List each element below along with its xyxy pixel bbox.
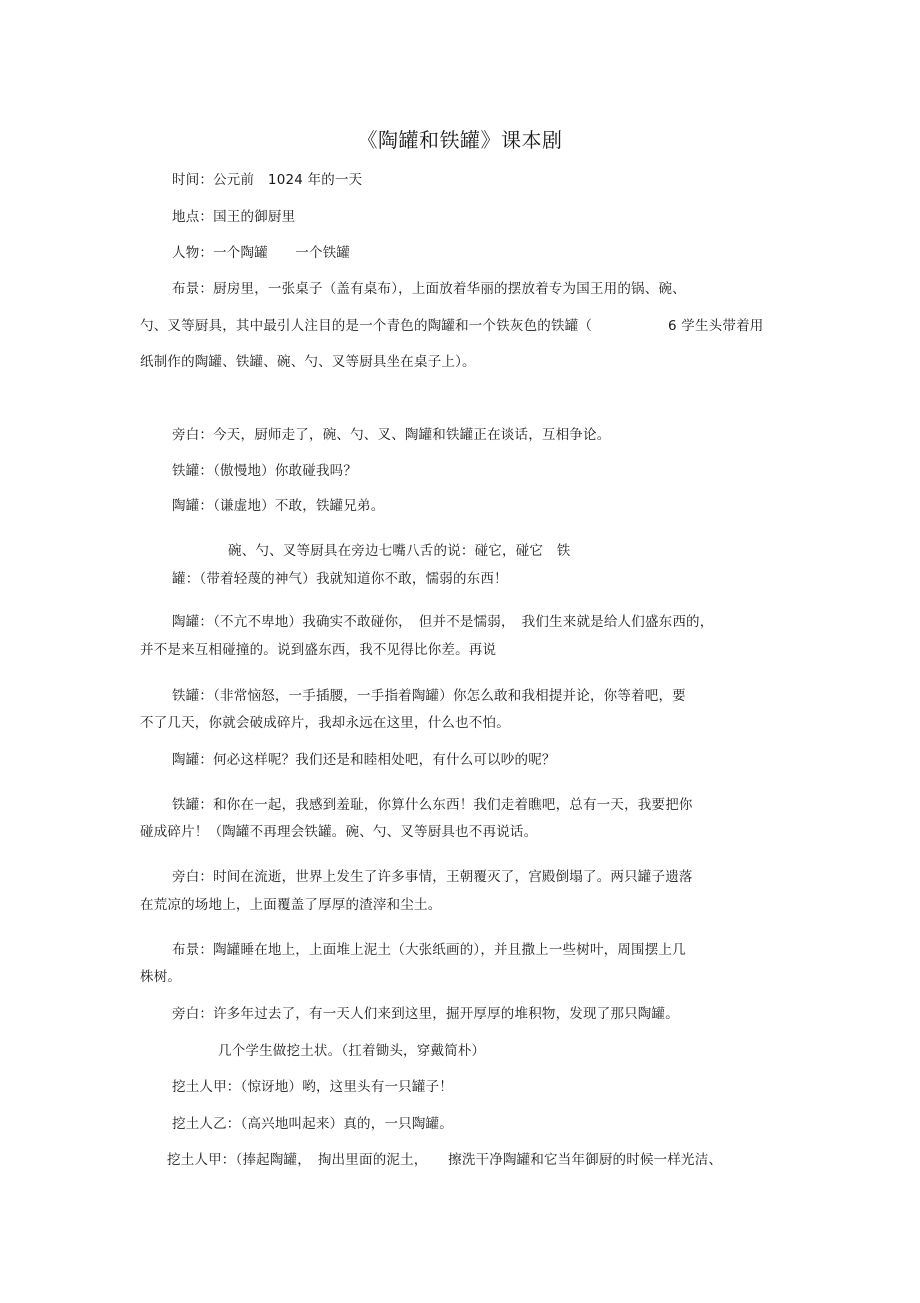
narration-line-1: 旁白：今天，厨师走了，碗、勺、叉、陶罐和铁罐正在谈话，互相争论。 xyxy=(172,427,611,443)
stage-direction-digging: 几个学生做挖土状。（扛着锄头，穿戴简朴） xyxy=(218,1043,486,1059)
digger-b-line-1: 挖土人乙：（高兴地叫起来）真的，一只陶罐。 xyxy=(172,1116,453,1132)
setting-line-3: 纸制作的陶罐、铁罐、碗、勺、叉等厨具坐在桌子上）。 xyxy=(140,354,476,370)
characters-line: 人物：一个陶罐 一个铁罐 xyxy=(172,245,351,261)
dialogue-iron-4-line-1: 铁罐：和你在一起，我感到羞耻，你算什么东西！我们走着瞧吧，总有一天，我要把你 xyxy=(172,797,693,813)
dialogue-iron-1: 铁罐：（傲慢地）你敢碰我吗？ xyxy=(172,463,358,479)
dialogue-iron-3-line-1: 铁罐：（非常恼怒，一手插腰，一手指着陶罐）你怎么敢和我相提并论，你等着吧，要 xyxy=(172,688,686,704)
page-title: 《陶罐和铁罐》课本剧 xyxy=(357,128,563,152)
utensils-line: 碗、勺、叉等厨具在旁边七嘴八舌的说：碰它，碰它 铁 xyxy=(228,543,571,559)
setting-2-line-1: 布景：陶罐睡在地上，上面堆上泥土（大张纸画的），并且撒上一些树叶，周围摆上几 xyxy=(172,942,686,958)
digger-a-line-2: 挖土人甲：（捧起陶罐， 掏出里面的泥土， 擦洗干净陶罐和它当年御厨的时候一样光洁、 xyxy=(167,1152,723,1168)
narration-3: 旁白：许多年过去了，有一天人们来到这里，掘开厚厚的堆积物，发现了那只陶罐。 xyxy=(172,1006,679,1022)
setting-line-1: 布景：厨房里，一张桌子（盖有桌布），上面放着华丽的摆放着专为国王用的锅、碗、 xyxy=(172,281,686,297)
dialogue-pottery-3: 陶罐：何必这样呢？我们还是和睦相处吧，有什么可以吵的呢？ xyxy=(172,752,556,768)
setting-line-2: 勺、叉等厨具，其中最引人注目的是一个青色的陶罐和一个铁灰色的铁罐（ xyxy=(140,318,593,334)
digger-a-line-1: 挖土人甲：（惊讶地）哟，这里头有一只罐子！ xyxy=(172,1079,453,1095)
dialogue-pottery-1: 陶罐：（谦虚地）不敢，铁罐兄弟。 xyxy=(172,498,385,514)
dialogue-iron-4-line-2: 碰成碎片！（陶罐不再理会铁罐。碗、勺、叉等厨具也不再说话。 xyxy=(140,824,538,840)
dialogue-iron-2: 罐：（带着轻蔑的神气）我就知道你不敢，懦弱的东西！ xyxy=(172,571,508,587)
dialogue-pottery-2-line-2: 并不是来互相碰撞的。说到盛东西，我不见得比你差。再说 xyxy=(140,642,497,658)
dialogue-iron-3-line-2: 不了几天，你就会破成碎片，我却永远在这里，什么也不怕。 xyxy=(140,715,510,731)
time-line: 时间：公元前 1024 年的一天 xyxy=(172,172,363,188)
setting-2-line-2: 株树。 xyxy=(140,969,182,985)
dialogue-pottery-2-line-1: 陶罐：（不亢不卑地）我确实不敢碰你， 但并不是懦弱， 我们生来就是给人们盛东西的， xyxy=(172,614,714,630)
narration-2-line-1: 旁白：时间在流逝，世界上发生了许多事情，王朝覆灭了，宫殿倒塌了。两只罐子遗落 xyxy=(172,869,693,885)
place-line: 地点：国王的御厨里 xyxy=(172,209,296,225)
setting-line-2-tail: 6 学生头带着用 xyxy=(668,318,764,334)
narration-2-line-2: 在荒凉的场地上，上面覆盖了厚厚的渣滓和尘土。 xyxy=(140,897,442,913)
